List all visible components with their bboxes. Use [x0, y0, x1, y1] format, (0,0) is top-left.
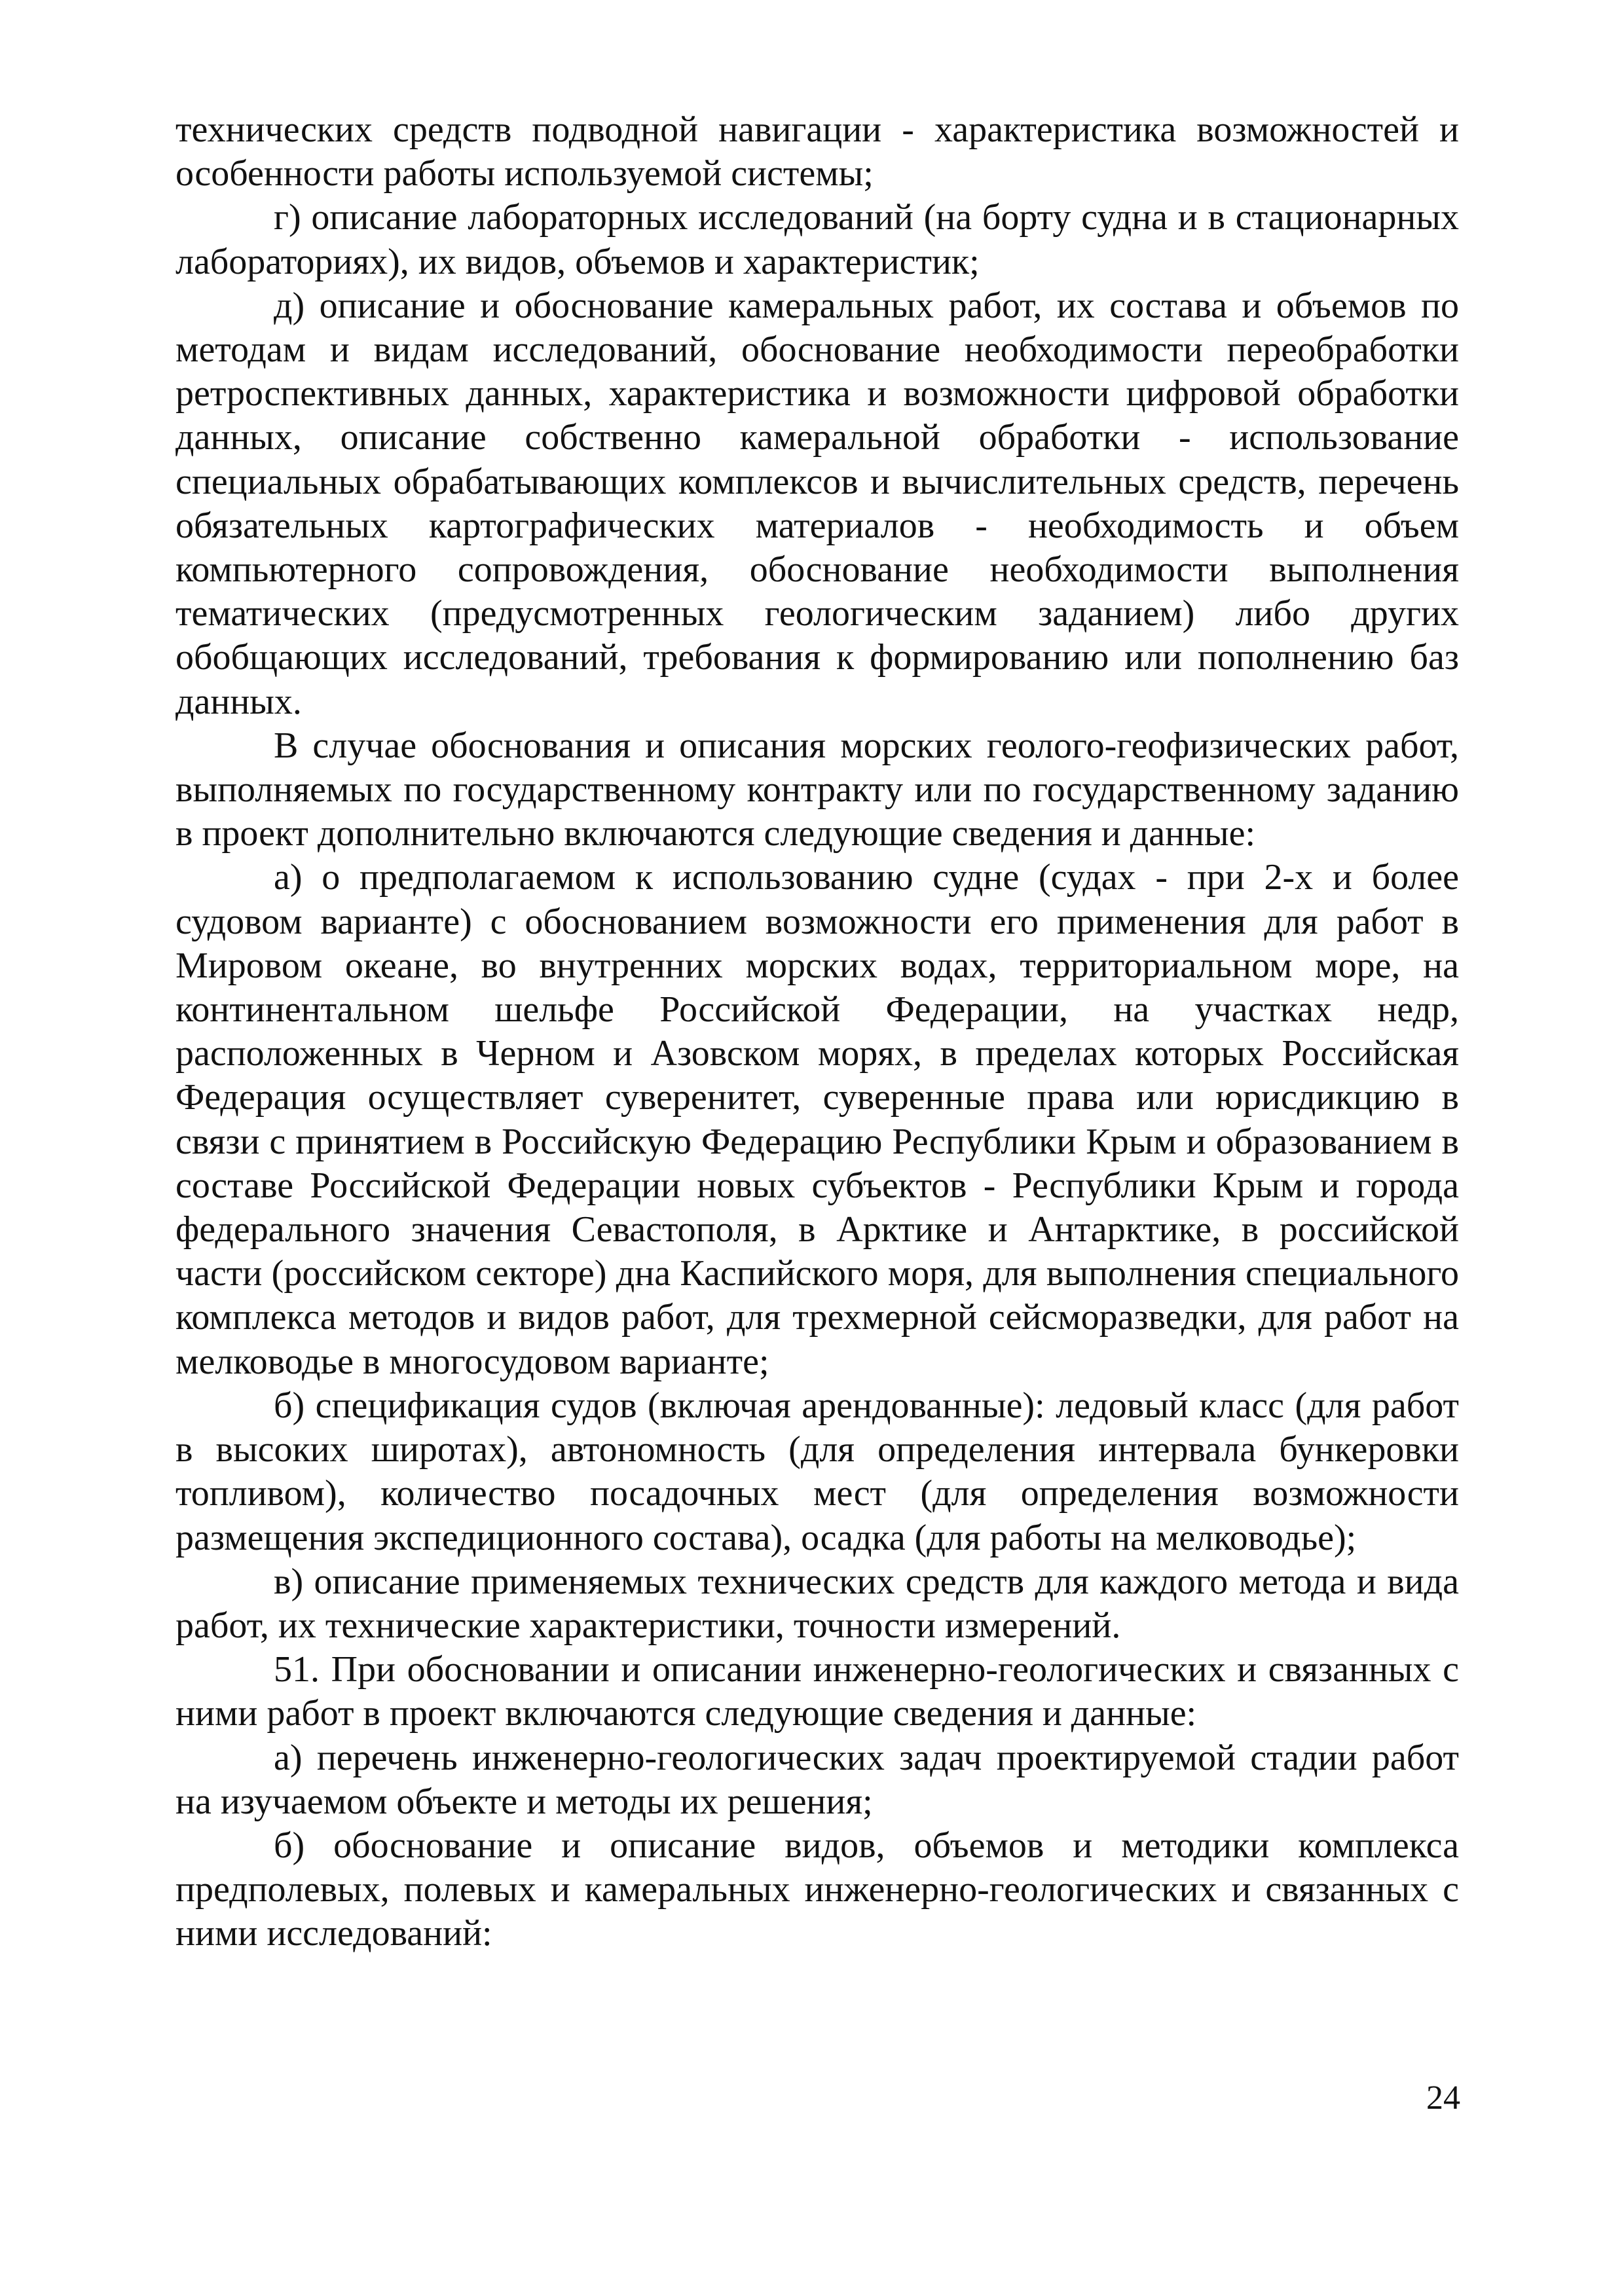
paragraph-item-v: в) описание применяемых технических средств для каждого метода и вида работ, их технические характеристики, точности измерений.: [175, 1561, 1459, 1646]
document-body: [175, 108, 1459, 1956]
paragraph-state-contract: В случае обоснования и описания морских геолого-геофизических работ, выполняемых по государственному контракту или по государственному заданию в проект дополнительно включаются следующие сведения и данные:: [175, 725, 1459, 854]
paragraph-clause-51-b: б) обоснование и описание видов, объемов и методики комплекса предполевых, полевых и камеральных инженерно-геологических и связанных с ними исследований:: [175, 1825, 1459, 1954]
page-number: 24: [1426, 2079, 1460, 2117]
paragraph-item-d: д) описание и обоснование камеральных работ, их состава и объемов по методам и видам исследований, обоснование необходимости переобработки ретроспективных данных, характеристика и возможности цифровой обработки данных, описание собственно камеральной обработки - использование специальных обрабатывающих комплексов и вычислительных средств, перечень обязательных картографических материалов - необходимость и объем компьютерного сопровождения, обоснование необходимости выполнения тематических (предусмотренных геологическим заданием) либо других обобщающих исследований, требования к формированию или пополнению баз данных.: [175, 285, 1459, 722]
paragraph-item-b: б) спецификация судов (включая арендованные): ледовый класс (для работ в высоких широтах), автономность (для определения интервала бункеровки топливом), количество посадочных мест (для определения возможности размещения экспедиционного состава), осадка (для работы на мелководье);: [175, 1385, 1459, 1558]
paragraph-clause-51: 51. При обосновании и описании инженерно-геологических и связанных с ними работ в проект включаются следующие сведения и данные:: [175, 1649, 1459, 1734]
paragraph-continuation: технических средств подводной навигации - характеристика возможностей и особенности работы используемой системы;: [175, 109, 1459, 194]
paragraph-item-a: а) о предполагаемом к использованию судне (судах - при 2-х и более судовом варианте) с обоснованием возможности его применения для работ в Мировом океане, во внутренних морских водах, территориальном море, на континентальном шельфе Российской Федерации, на участках недр, расположенных в Черном и Азовском морях, в пределах которых Российская Федерация осуществляет суверенитет, суверенные права или юрисдикцию в связи с принятием в Российскую Федерацию Республики Крым и образованием в составе Российской Федерации новых субъектов - Республики Крым и города федерального значения Севастополя, в Арктике и Антарктике, в российской части (российском секторе) дна Каспийского моря, для выполнения специального комплекса методов и видов работ, для трехмерной сейсморазведки, для работ на мелководье в многосудовом варианте;: [175, 857, 1459, 1382]
paragraph-item-g: г) описание лабораторных исследований (на борту судна и в стационарных лабораториях), их видов, объемов и характеристик;: [175, 197, 1459, 282]
paragraph-clause-51-a: а) перечень инженерно-геологических задач проектируемой стадии работ на изучаемом объекте и методы их решения;: [175, 1737, 1459, 1822]
